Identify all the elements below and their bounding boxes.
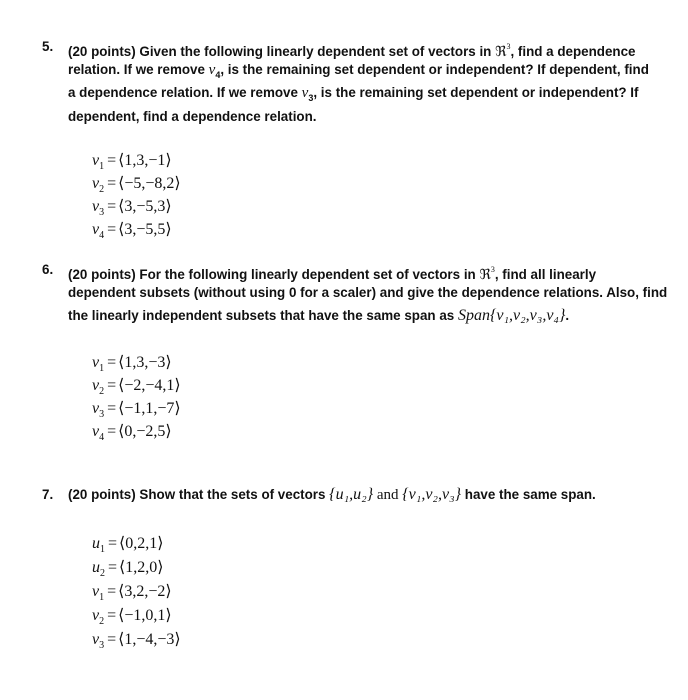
text-line: (20 points) Show that the sets of vectors {u₁,u₂} and {v₁,v₂,v₃} have the same span.	[68, 486, 596, 503]
vector-row: $v_2$ = ⟨−5,−8,2⟩	[92, 175, 181, 195]
vector-row: $v_2$ = ⟨−2,−4,1⟩	[92, 377, 181, 397]
vector-row: $u_2$ = ⟨1,2,0⟩	[92, 559, 164, 579]
real-number-symbol: ℜ	[495, 44, 507, 60]
text-line: (20 points) Given the following linearly dependent set of vectors in ℜ$^3$, find a dependence	[68, 42, 636, 60]
vector-row: $v_3$ = ⟨−1,1,−7⟩	[92, 400, 181, 420]
problem-number: 7.	[42, 487, 54, 502]
text-line: (20 points) For the following linearly dependent set of vectors in ℜ$^3$, find all linearly	[68, 265, 597, 283]
problem-number: 6.	[42, 262, 54, 277]
vector-row: $u_1$ = ⟨0,2,1⟩	[92, 535, 164, 555]
vector-row: $v_1$ = ⟨1,3,−1⟩	[92, 152, 172, 172]
vector-row: $v_1$ = ⟨1,3,−3⟩	[92, 354, 172, 374]
text-line: dependent subsets (without using 0 for a scaler) and give the dependence relations. Also, find	[68, 285, 668, 300]
text-line: dependent, find a dependence relation.	[68, 109, 317, 124]
vector-row: $v_4$ = ⟨3,−5,5⟩	[92, 221, 172, 241]
real-number-symbol: ℜ	[479, 267, 491, 283]
text-line: a dependence relation. If we remove $v_3$, is the remaining set dependent or independent? If	[68, 85, 639, 103]
problem-number: 5.	[42, 39, 54, 54]
vector-row: $v_4$ = ⟨0,−2,5⟩	[92, 423, 172, 443]
vector-row: $v_1$ = ⟨3,2,−2⟩	[92, 583, 172, 603]
vector-row: $v_2$ = ⟨−1,0,1⟩	[92, 607, 172, 627]
vector-row: $v_3$ = ⟨3,−5,3⟩	[92, 198, 172, 218]
text-line: the linearly independent subsets that have the same span as Span{v₁,v₂,v₃,v₄}.	[68, 307, 570, 324]
vector-row: $v_3$ = ⟨1,−4,−3⟩	[92, 631, 181, 651]
text-line: relation. If we remove $v_4$, is the remaining set dependent or independent? If dependent, find	[68, 62, 649, 80]
